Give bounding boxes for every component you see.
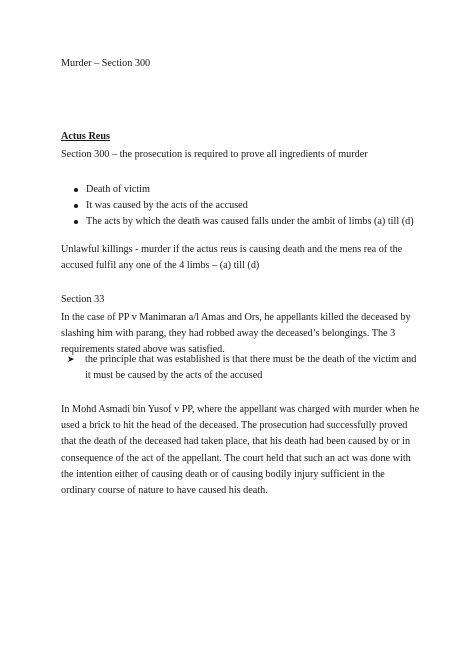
document-title: Murder – Section 300 [61, 58, 151, 69]
principle-point [61, 352, 421, 384]
unlawful-killings-paragraph: Unlawful killings - murder if the actus reus is causing death and the mens rea of the accused fulfil any one of the 4 limbs – (a) till (d) [61, 244, 403, 272]
principle-text: the principle that was established is that there must be the death of the victim and it must be caused by the acts of the accused [85, 354, 417, 382]
list-item: It was caused by the acts of the accused [61, 198, 421, 214]
section-300-paragraph: Section 300 – the prosecution is required to prove all ingredients of murder [61, 149, 368, 160]
asmadi-case-paragraph: In Mohd Asmadi bin Yusof v PP, where the appellant was charged with murder when he used a brick to hit the head of the deceased. The prosecution had successfully proved that the death of the deceased had taken place, that his death had been caused by or in consequence of the act of the appellant. The court held that such an act was done with the intention either of causing death or of causing bodily injury sufficient in the ordinary course of nature to have caused his death. [61, 404, 420, 497]
section-33-label: Section 33 [61, 294, 105, 305]
arrow-bullet-icon: ➤ [67, 355, 75, 365]
ingredients-list [61, 182, 421, 231]
manimaran-case-paragraph: In the case of PP v Manimaran a/l Amas and Ors, he appellants killed the deceased by slashing him with parang, they had robbed away the deceased’s belongings. The 3 requirements stated above was satisfied. [61, 312, 411, 356]
list-item: The acts by which the death was caused falls under the ambit of limbs (a) till (d) [61, 214, 421, 230]
list-item: Death of victim [61, 182, 421, 198]
actus-reus-heading: Actus Reus [61, 131, 110, 142]
